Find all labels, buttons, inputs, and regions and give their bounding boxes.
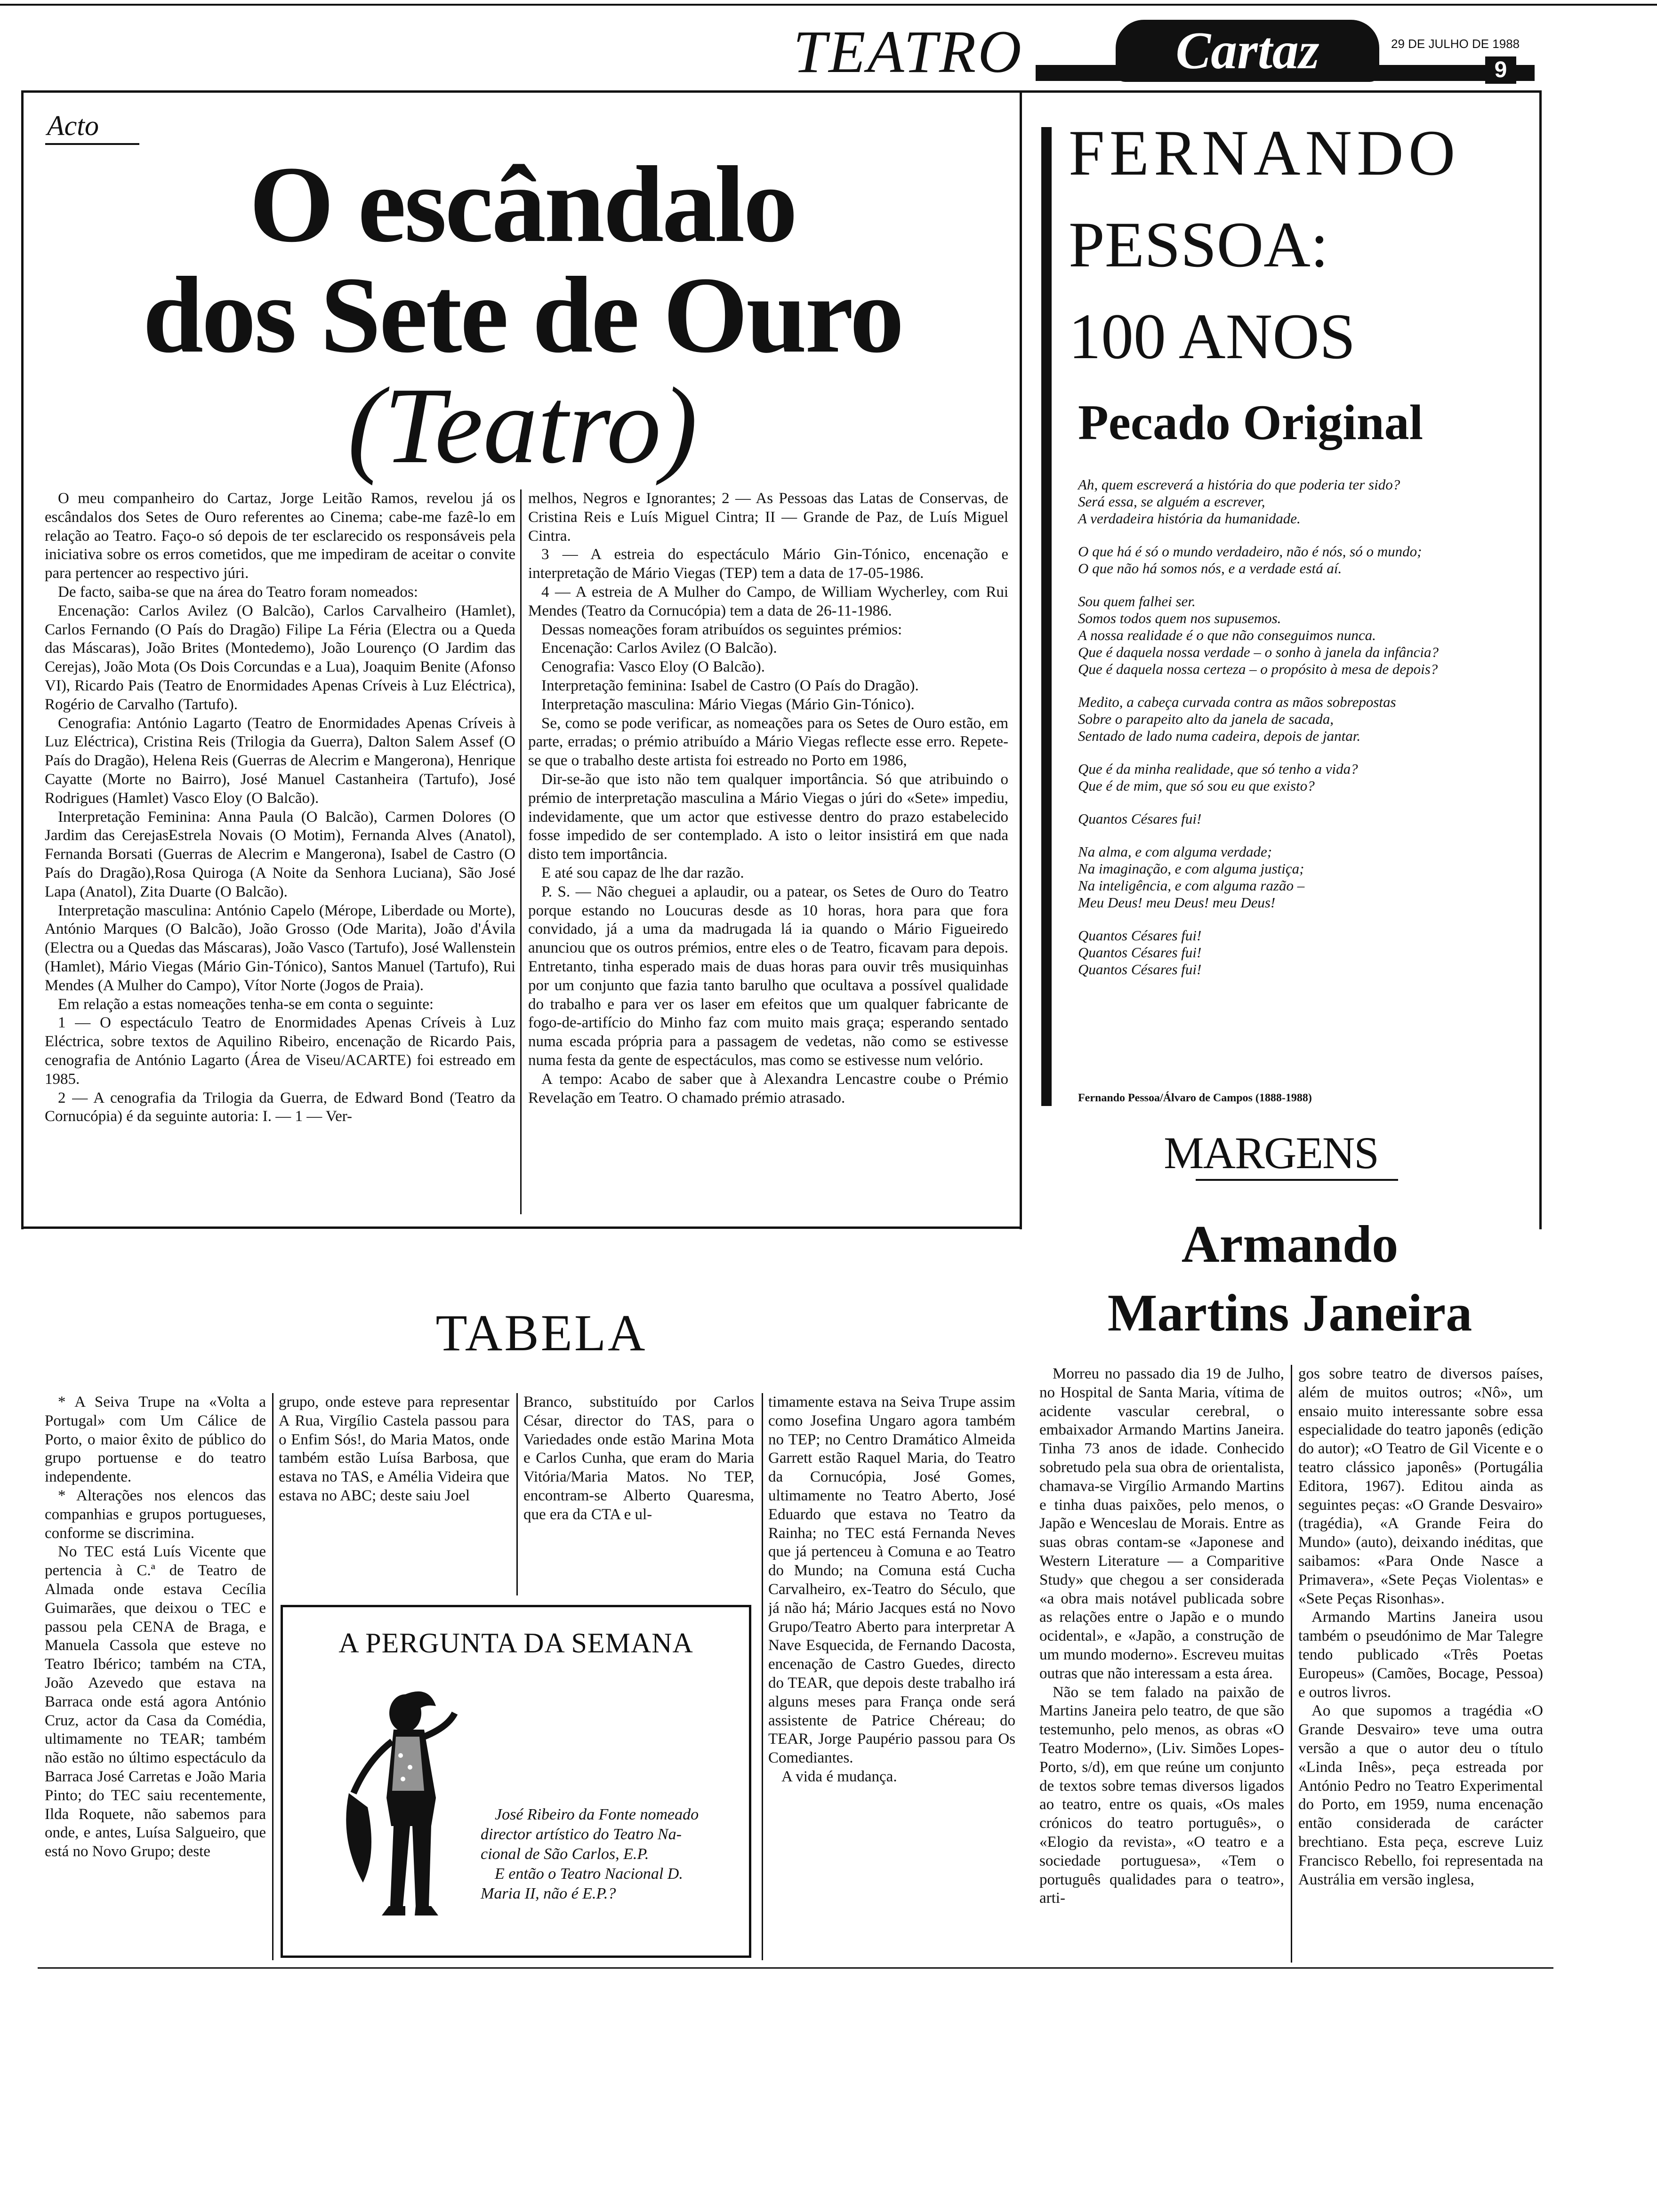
question-line: José Ribeiro da Fonte nomeado (495, 1806, 699, 1823)
margens-column-2 (1298, 1365, 1543, 1963)
paragraph: Morreu no passado dia 19 de Julho, no Hospital de Santa Maria, vítima de acidente vascular cerebral, o embaixador Armando Martins Janeira. Tinha 73 anos de idade. Conhecido sobretudo pela sua obra de orientalista, chamava-se Virgílio Armando Martins e tinha duas paixões, pelo menos, o Japão e Wenceslau de Morais. Entre as suas obras contam-se «Japonese and Western Literature — a Comparitive Study» que chegou a ser considerada «a obra mais notável publicada sobre as relações entre o Japão e o mundo ocidental», e «Japão, a construção de um mundo moderno». Escreveu muitas outras que não interessam a esta área. (1039, 1365, 1284, 1682)
margens-column-divider (1291, 1365, 1292, 1963)
header-top-rule (0, 4, 1657, 6)
article-title-line2: dos Sete de Ouro (143, 255, 902, 376)
paragraph: Interpretação Feminina: Anna Paula (O Balcão), Carmen Dolores (O Jardim das CerejasEstrela Novais (O Motim), Fernanda Alves (Anatol), Fernanda Borsati (Guerras de Alecrim e Mangerona), Isabel de Castro (O País do Dragão),Rosa Quiroga (A Noite da Senhora Luciana), São José Lapa (Anatol), Zita Duarte (O Balcão). (45, 808, 515, 900)
left-frame-top (21, 90, 1022, 93)
bullfighter-illustration (335, 1685, 462, 1930)
tabela-divider-2 (516, 1393, 518, 1595)
left-frame-right (1020, 90, 1022, 1229)
tabela-column-2 (279, 1393, 509, 1595)
paragraph: Interpretação masculina: Mário Viegas (Mário Gin-Tónico). (541, 696, 915, 713)
pessoa-frame-right (1539, 90, 1542, 1229)
left-frame-left (21, 90, 24, 1229)
poem (1078, 476, 1530, 994)
paragraph: Ao que supomos a tragédia «O Grande Desvairo» teve uma outra versão a que o autor deu o título «Linda Inês», peça estreada por António Pedro no Teatro Experimental do Porto, em 1959, numa encenação então considerada de carácter brechtiano. Esta peça, escreve Luiz Francisco Rebello, foi representada na Austrália em versão inglesa, (1298, 1702, 1543, 1888)
paragraph: * Alterações nos elencos das companhias e grupos portugueses, conforme se discrimina. (45, 1487, 266, 1542)
tabela-divider-1 (272, 1393, 273, 1960)
issue-date: 29 DE JULHO DE 1988 (1391, 37, 1520, 51)
tabela-title: TABELA (435, 1304, 647, 1362)
paragraph: 3 — A estreia do espectáculo Mário Gin-Tónico, encenação e interpretação de Mário Viegas (TEP) tem a data de 17-05-1986. (528, 546, 1008, 582)
paragraph: No TEC está Luís Vicente que pertencia à C.ª de Teatro de Almada onde estava Cecília Guimarães, que deixou o TEC e passou pela CENA de Braga, e Manuela Cassola que esteve no Teatro Ibérico; também na CTA, João Azevedo que estava na Barraca onde está agora António Cruz, actor da Casa da Comédia, ultimamente no TEAR; também não estão no último espectáculo da Barraca José Carretas e João Maria Pinto; do TEC saiu recentemente, Ilda Roquete, não sabemos para onde, e antes, Luísa Salgueiro, que está no Novo Grupo; deste (45, 1543, 266, 1860)
pessoa-side-bar (1041, 127, 1052, 1106)
pessoa-frame-top (1022, 90, 1542, 93)
article-kicker: Acto (47, 110, 99, 141)
paragraph: melhos, Negros e Ignorantes; 2 — As Pessoas das Latas de Conservas, de Cristina Reis e Luís Miguel Cintra; II — Grande de Paz, de Luís Miguel Cintra. (528, 490, 1008, 545)
paragraph: Cenografia: António Lagarto (Teatro de Enormidades Apenas Críveis à Luz Eléctrica), Cristina Reis (Trilogia da Guerra), Dalton Salem Assef (O País do Dragão), Helena Reis (Guerras de Alecrim e Mangerona), Henrique Cayatte (Morte no Bairro), José Manuel Castanheira (Tartufo), José Rodrigues (Hamlet) Vasco Eloy (O Balcão). (45, 714, 515, 807)
article-column-1 (45, 489, 515, 1214)
paragraph: gos sobre teatro de diversos países, além de muitos outros; «Nô», um ensaio muito interessante sobre essa especialidade do teatro japonês (edição do autor); «O Teatro de Gil Vicente e o teatro clássico japonês» (Portugália Editora, 1967). Editou ainda as seguintes peças: «O Grande Desvairo» (tragédia), «A Grande Feira do Mundo» (auto), deixando inéditas, que saibamos: «Para Onde Nasce a Primavera», «Sete Peças Violentas» e «Sete Peças Risonhas». (1298, 1365, 1543, 1607)
article-column-divider (520, 489, 522, 1214)
tabela-divider-3 (762, 1393, 763, 1960)
kicker-underline (45, 143, 139, 145)
paragraph: Interpretação feminina: Isabel de Castro (O País do Dragão). (541, 677, 919, 694)
paragraph: P. S. — Não cheguei a aplaudir, ou a patear, os Setes de Ouro do Teatro porque estando no Loucuras desde as 10 horas, hora para que fora convidado, já a uma da madrugada lá ia quando o Mário Figueiredo anunciou que os outros prémios, entre eles o de Teatro, ficavam para depois. Entretanto, tinha esperado mais de duas horas para ouvir três musiquinhas por um conjunto que fazia tanto barulho que ocultava a possível qualidade do trabalho e para ver os laser em efeitos que um qualquer fabricante de fogo-de-artifício do Minho faz com muito mais graça; esperando sentado numa escada própria para a passagem de vedetas, não como se estivesse numa festa da gente de espectáculos, mas como se estivesse num velório. (528, 883, 1008, 1069)
left-frame-bottom (21, 1226, 1022, 1229)
paragraph: Se, como se pode verificar, as nomeações para os Setes de Ouro estão, em parte, erradas; o prémio atribuído a Mário Viegas reflecte esse erro. Repete-se que o trabalho deste artista foi estreado no Porto em 1986, (528, 714, 1008, 769)
question-line: cional de São Carlos, E.P. (481, 1845, 649, 1863)
question-line: E então o Teatro Nacional D. (495, 1865, 683, 1883)
page-number: 9 (1485, 56, 1516, 84)
paragraph: A tempo: Acabo de saber que à Alexandra Lencastre coube o Prémio Revelação em Teatro. O chamado prémio atrasado. (528, 1070, 1008, 1106)
section-title: TEATRO (793, 18, 1023, 85)
poem-stanza: Sou quem falhei ser. Somos todos quem nos supusemos. A nossa realidade é o que não conseguimos nunca. Que é daquela nossa verdade – o sonho à janela da infância? Que é daquela nossa certeza – o propósito à mesa de depois? (1078, 593, 1439, 677)
poem-stanza: Ah, quem escreverá a história do que poderia ter sido? Será essa, se alguém a escrever, A verdadeira história da humanidade. (1078, 476, 1400, 527)
question-line: Maria II, não é E.P.? (481, 1885, 616, 1902)
bottom-frame-rule (38, 1967, 1553, 1969)
question-box (281, 1605, 751, 1958)
margens-underline (1196, 1179, 1398, 1181)
pessoa-title-line2: PESSOA: (1069, 208, 1329, 281)
paragraph: 4 — A estreia de A Mulher do Campo, de William Wycherley, com Rui Mendes (Teatro da Cornucópia) tem a data de 26-11-1986. (528, 583, 1008, 619)
paragraph: E até sou capaz de lhe dar razão. (541, 864, 744, 882)
question-box-title: A PERGUNTA DA SEMANA (338, 1627, 693, 1659)
poem-stanza: Que é da minha realidade, que só tenho a vida? Que é de mim, que só sou eu que existo? (1078, 761, 1358, 794)
poem-stanza: Medito, a cabeça curvada contra as mãos sobrepostas Sobre o parapeito alto da janela de sacada, Sentado de lado numa cadeira, depois de jantar. (1078, 694, 1396, 744)
paragraph: Branco, substituído por Carlos César, director do TAS, para o Variedades onde estão Marina Mota e Carlos Cunha, que eram do Maria Vitória/Maria Matos. No TEP, encontram-se Alberto Quaresma, que era da CTA e ul- (523, 1394, 754, 1523)
question-line: director artístico do Teatro Na- (481, 1826, 682, 1843)
paragraph: Armando Martins Janeira usou também o pseudónimo de Mar Talegre tendo publicado «Três Poetas Europeus» (Camões, Bocage, Pessoa) e outros livros. (1298, 1609, 1543, 1701)
tabela-column-3 (523, 1393, 754, 1595)
poem-title: Pecado Original (1078, 395, 1424, 450)
paragraph: A vida é mudança. (781, 1768, 897, 1785)
brand-logo: Cartaz (1116, 20, 1379, 82)
margens-title-line2: Martins Janeira (1107, 1284, 1472, 1342)
paragraph: timamente estava na Seiva Trupe assim como Josefina Ungaro agora também no TEP; no Centro Dramático Almeida Garrett estão Raquel Maria, do Teatro da Cornucópia, José Gomes, ultimamente no Teatro Aberto, José Eduardo que estava no Teatro da Rainha; no TEC está Fernanda Neves que já pertenceu à Comuna e ao Teatro do Mundo; na Comuna está Cucha Carvalheiro, ex-Teatro do Século, que já não há; Mário Jacques está no Novo Grupo/Teatro Aberto para interpretar A Nave Esquecida, de Fernando Dacosta, encenação de Castro Guedes, directo do TEAR, que depois deste trabalho irá alguns meses para França onde será assistente de Patrice Chéreau; do TEAR, Jorge Paupério passou para Os Comediantes. (768, 1394, 1015, 1767)
tabela-column-1 (45, 1393, 266, 1960)
paragraph: Cenografia: Vasco Eloy (O Balcão). (541, 658, 765, 676)
paragraph: 2 — A cenografia da Trilogia da Guerra, de Edward Bond (Teatro da Cornucópia) é da seguinte autoria: I. — 1 — Ver- (45, 1089, 515, 1125)
paragraph: * A Seiva Trupe na «Volta a Portugal» com Um Cálice de Porto, o maior êxito de público do grupo portuense e do teatro independente. (45, 1394, 266, 1486)
paragraph: Dir-se-ão que isto não tem qualquer importância. Só que atribuindo o prémio de interpretação masculina a Mário Viegas o júri do «Sete» impediu, indevidamente, que um actor que estivesse dentro do prazo estabelecido fosse impedido de ser contemplado. A isto o leitor insistirá em que nada disto tem importância. (528, 770, 1008, 863)
paragraph: 1 — O espectáculo Teatro de Enormidades Apenas Críveis à Luz Eléctrica, sobre textos de Aquilino Ribeiro, encenação de Ricardo Pais, cenografia de António Lagarto (Área de Viseu/ACARTE) foi estreado em 1985. (45, 1014, 515, 1088)
paragraph: grupo, onde esteve para representar A Rua, Virgílio Castela passou para o Enfim Sós!, do Maria Matos, onde também estão Luísa Barbosa, que estava no TAS, e Amélia Videira que estava no ABC; deste saiu Joel (279, 1394, 509, 1504)
article-title-line1: O escândalo (249, 144, 796, 265)
question-text (481, 1805, 744, 1904)
margens-section-title: MARGENS (1164, 1128, 1378, 1178)
paragraph: Em relação a estas nomeações tenha-se em conta o seguinte: (58, 995, 434, 1013)
tabela-column-4 (768, 1393, 1015, 1960)
poem-stanza: Na alma, e com alguma verdade; Na imaginação, e com alguma justiça; Na inteligência, e com alguma razão – Meu Deus! meu Deus! meu Deus! (1078, 843, 1305, 911)
margens-title-line1: Armando (1181, 1215, 1399, 1274)
paragraph: O meu companheiro do Cartaz, Jorge Leitão Ramos, revelou já os escândalos dos Setes de Ouro referentes ao Cinema; cabe-me fazê-lo em relação ao Teatro. Faço-o só depois de ter esclarecido os responsáveis pela iniciativa sobre os erros cometidos, que me impediram de aceitar o convite para pertencer ao respectivo júri. (45, 490, 515, 582)
paragraph: Encenação: Carlos Avilez (O Balcão), Carlos Carvalheiro (Hamlet), Carlos Fernando (O País do Dragão) Filipe La Féria (Electra ou a Queda das Máscaras), João Brites (Montedemo), João Lourenço (O Jardim das Cerejas), João Mota (Os Dois Corcundas e a Lua), Joaquim Benite (Afonso VI), Ricardo Pais (Teatro de Enormidades Apenas Críveis à Luz Eléctrica), Rogério de Carvalho (Tartufo). (45, 602, 515, 713)
paragraph: De facto, saiba-se que na área do Teatro foram nomeados: (58, 583, 418, 601)
pessoa-title-line3: 100 ANOS (1069, 300, 1356, 372)
poem-stanza: O que há é só o mundo verdadeiro, não é nós, só o mundo; O que não há somos nós, e a verdade está aí. (1078, 543, 1422, 577)
article-title-line3: (Teatro) (347, 365, 698, 486)
poem-credit: Fernando Pessoa/Álvaro de Campos (1888-1988) (1078, 1092, 1312, 1104)
paragraph: Não se tem falado na paixão de Martins Janeira pelo teatro, de que são testemunho, pelo menos, as obras «O Teatro Moderno», (Liv. Simões Lopes-Porto, s/d), em que reúne um conjunto de textos sobre temas diversos ligados ao teatro, entre os quais, «Os males crónicos do teatro português», o «Elogio da revista», «O teatro e a sociedade portuguesa», «Tem o português qualidades para o teatro», arti- (1039, 1683, 1284, 1907)
paragraph: Dessas nomeações foram atribuídos os seguintes prémios: (541, 621, 902, 638)
poem-stanza: Quantos Césares fui! (1078, 810, 1202, 827)
poem-stanza: Quantos Césares fui! Quantos Césares fui! Quantos Césares fui! (1078, 927, 1202, 978)
pessoa-title-line1: FERNANDO (1069, 117, 1460, 189)
paragraph: Encenação: Carlos Avilez (O Balcão). (541, 640, 777, 657)
article-column-2 (528, 489, 1008, 1214)
margens-column-1 (1039, 1365, 1284, 1963)
paragraph: Interpretação masculina: António Capelo (Mérope, Liberdade ou Morte), António Marques (O Balcão), João Grosso (Ode Marita), João d'Ávila (Electra ou a Quedas das Máscaras), João Vasco (Tartufo), José Wallenstein (Hamlet), Mário Viegas (Mário Gin-Tónico), Santos Manuel (Tartufo), Rui Mendes (A Mulher do Campo), Vítor Norte (Jogos de Praia). (45, 902, 515, 994)
